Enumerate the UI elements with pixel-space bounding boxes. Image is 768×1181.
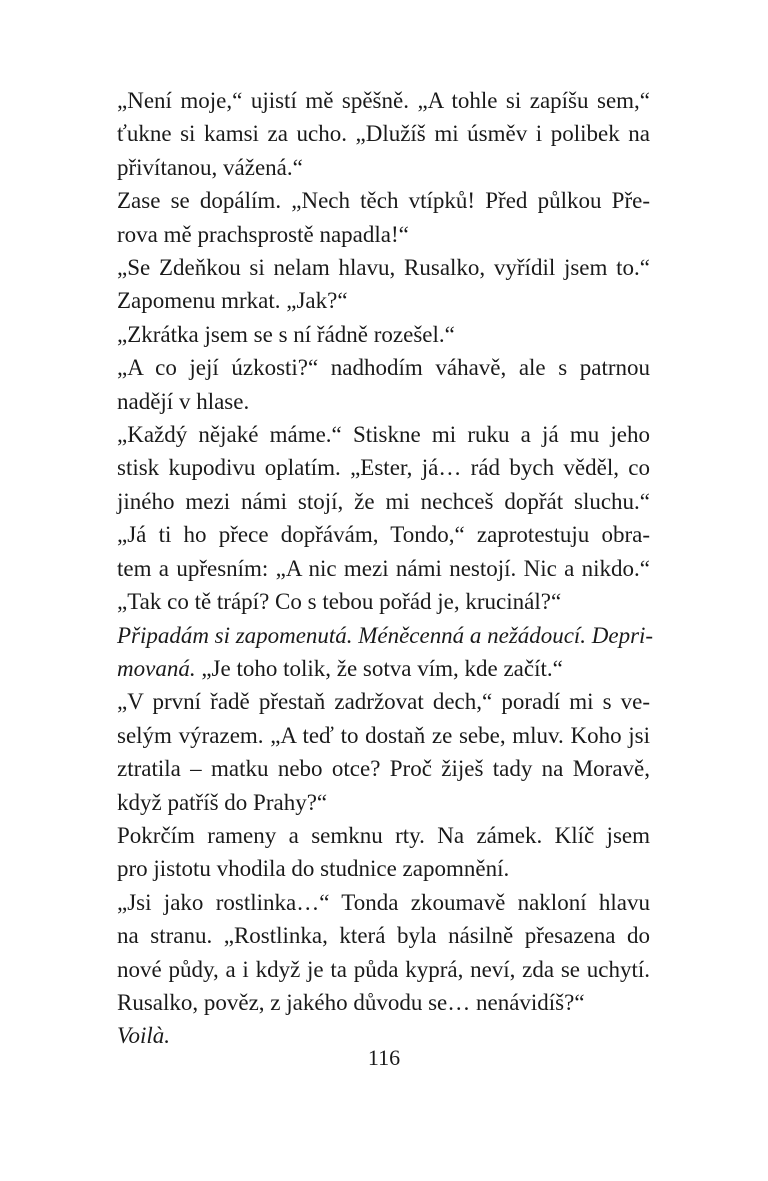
italic-word: movaná. <box>117 655 196 681</box>
text-line: pro jistotu vhodila do studnice zapomnění. <box>117 856 510 882</box>
text-line: jiného mezi námi stojí, že mi nechceš dopřát sluchu.“ <box>117 488 650 514</box>
text-line: Zase se dopálím. „Nech těch vtípků! Před půlkou Pře- <box>117 188 650 214</box>
text-line: nové půdy, a i když je ta půda kyprá, neví, zda se uchytí. <box>117 956 650 982</box>
text-line: „Já ti ho přece dopřávám, Tondo,“ zaprotestuju obra- <box>117 522 650 548</box>
text-line: tem a upřesním: „A nic mezi námi nestojí. Nic a nikdo.“ <box>117 555 650 581</box>
body-text <box>117 84 654 1053</box>
text-line: Zapomenu mrkat. „Jak?“ <box>117 288 348 314</box>
text-line-italic: Připadám si zapomenutá. Méněcenná a nežádoucí. Depri- <box>117 622 654 648</box>
text-line: „Každý nějaké máme.“ Stiskne mi ruku a já mu jeho <box>117 422 650 448</box>
text-line: „Není moje,“ ujistí mě spěšně. „A tohle si zapíšu sem,“ <box>117 88 650 113</box>
page-number: 116 <box>367 1045 401 1070</box>
text-line: „Tak co tě trápí? Co s tebou pořád je, krucinál?“ <box>117 589 562 615</box>
text-line: nadějí v hlase. <box>117 388 250 414</box>
text-line: ztratila – matku nebo otce? Proč žiješ tady na Moravě, <box>117 756 650 782</box>
text-line: „Se Zdeňkou si nelam hlavu, Rusalko, vyřídil jsem to.“ <box>117 255 650 281</box>
text-line: „Zkrátka jsem se s ní řádně rozešel.“ <box>117 321 455 347</box>
text-line: Rusalko, pověz, z jakého důvodu se… nenávidíš?“ <box>117 989 585 1015</box>
text-line: přivítanou, vážená.“ <box>117 154 303 180</box>
text-line: na stranu. „Rostlinka, která byla násilně přesazena do <box>117 923 650 949</box>
text-line: „A co její úzkosti?“ nadhodím váhavě, ale s patrnou <box>117 355 650 381</box>
text-line: selým výrazem. „A teď to dostaň ze sebe, mluv. Koho jsi <box>117 722 650 748</box>
text-line: rova mě prachsprostě napadla!“ <box>117 221 409 247</box>
text-line: ťukne si kamsi za ucho. „Dlužíš mi úsměv i polibek na <box>117 121 650 147</box>
text-line: když patříš do Prahy?“ <box>117 789 328 815</box>
text-line: Pokrčím rameny a semknu rty. Na zámek. Klíč jsem <box>117 822 650 848</box>
text-line: „V první řadě přestaň zadržovat dech,“ poradí mi s ve- <box>117 689 650 715</box>
text-line-italic: Voilà. <box>117 1023 171 1049</box>
text-line <box>117 652 650 685</box>
text-line: stisk kupodivu oplatím. „Ester, já… rád bych věděl, co <box>117 455 650 481</box>
text-line: „Jsi jako rostlinka…“ Tonda zkoumavě nakloní hlavu <box>117 889 650 915</box>
text-line-rest: „Je toho tolik, že sotva vím, kde začít.“ <box>195 655 563 681</box>
